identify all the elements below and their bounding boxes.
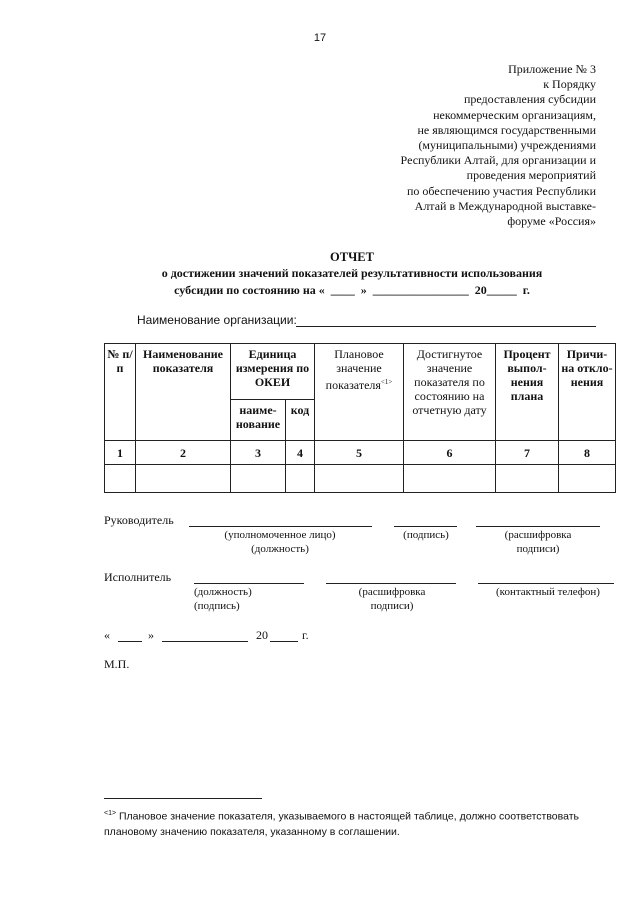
report-subtitle: о достижении значений показателей результативности использования (161, 266, 543, 280)
caption-line: (должность) (251, 543, 309, 555)
date-year-suffix: г. (302, 628, 309, 642)
appendix-header (360, 62, 596, 229)
appendix-line: предоставления субсидии (463, 92, 596, 107)
stamp-label: М.П. (104, 657, 130, 671)
table-cell[interactable] (286, 465, 315, 493)
column-number: 6 (404, 441, 496, 465)
column-number-row (105, 441, 616, 465)
caption-line: (расшифровка (504, 529, 572, 541)
date-quote-open: « (104, 628, 110, 642)
column-number: 2 (136, 441, 231, 465)
header-unit-name: наиме-нование (231, 400, 286, 441)
table-cell[interactable] (105, 465, 136, 493)
org-name-field[interactable] (296, 326, 596, 327)
column-number: 1 (105, 441, 136, 465)
date-year-field[interactable] (270, 641, 298, 642)
page-number: 17 (313, 32, 327, 44)
header-unit-code: код (286, 400, 315, 441)
footnote-text: Плановое значение показателя, указываемого в настоящей таблице, должно соответствовать плановому значению показателя, указанному в соглашении. (104, 810, 579, 838)
column-number: 8 (559, 441, 616, 465)
head-position-caption (205, 528, 355, 556)
executor-position-field[interactable] (194, 583, 304, 584)
header-num: № п/п (105, 344, 136, 441)
head-decryption-caption (483, 528, 593, 556)
header-unit: Единица измерения по ОКЕИ (231, 344, 315, 400)
executor-decryption-field[interactable] (326, 583, 456, 584)
report-title: ОТЧЕТ (330, 250, 374, 264)
caption-line: (уполномоченное лицо) (224, 529, 336, 541)
appendix-line: проведения мероприятий (466, 168, 596, 183)
executor-label: Исполнитель (104, 570, 172, 584)
column-number: 3 (231, 441, 286, 465)
table-cell[interactable] (404, 465, 496, 493)
footnote-ref: <1> (380, 378, 393, 386)
caption-line: подписи) (516, 543, 560, 555)
appendix-line: не являющимся государственными (417, 122, 596, 137)
executor-position-caption (194, 585, 264, 613)
date-quote-close: » (148, 628, 154, 642)
head-decryption-field[interactable] (476, 526, 600, 527)
footnote-separator (104, 798, 262, 799)
table-cell[interactable] (231, 465, 286, 493)
executor-phone-caption: (контактный телефон) (496, 586, 600, 598)
caption-line: (должность) (194, 586, 252, 598)
header-reason: Причи-на откло-нения (559, 344, 616, 441)
appendix-line: Республики Алтай, для организации и (400, 153, 596, 168)
table-cell[interactable] (559, 465, 616, 493)
head-signature-field[interactable] (394, 526, 457, 527)
appendix-line: (муниципальными) учреждениями (418, 138, 596, 153)
caption-line: подписи) (370, 600, 414, 612)
executor-decryption-caption (340, 585, 444, 613)
column-number: 5 (315, 441, 404, 465)
appendix-line: форуме «Россия» (507, 214, 596, 229)
head-label: Руководитель (104, 513, 174, 527)
head-signature-caption: (подпись) (403, 529, 449, 541)
date-year-prefix: 20 (256, 628, 268, 642)
column-number: 7 (496, 441, 559, 465)
header-percent: Процент выпол-нения плана (496, 344, 559, 441)
header-plan (315, 344, 404, 441)
appendix-line: некоммерческим организациям, (433, 107, 596, 122)
date-day-field[interactable] (118, 641, 142, 642)
header-name: Наименование показателя (136, 344, 231, 441)
indicators-table (104, 343, 616, 493)
appendix-line: Алтай в Международной выставке- (414, 198, 596, 213)
table-cell[interactable] (315, 465, 404, 493)
footnote (104, 806, 624, 840)
table-row (105, 465, 616, 493)
table-cell[interactable] (496, 465, 559, 493)
column-number: 4 (286, 441, 315, 465)
date-month-field[interactable] (162, 641, 248, 642)
caption-line: (расшифровка (358, 586, 426, 598)
executor-phone-field[interactable] (478, 583, 614, 584)
appendix-line: Приложение № 3 (508, 62, 596, 76)
org-label: Наименование организации: (137, 313, 297, 327)
appendix-line: к Порядку (543, 77, 596, 92)
appendix-line: по обеспечению участия Республики (406, 183, 596, 198)
header-plan-text: Плановое значение показателя (325, 347, 384, 392)
head-position-field[interactable] (189, 526, 372, 527)
caption-line: (подпись) (194, 600, 240, 612)
table-cell[interactable] (136, 465, 231, 493)
footnote-marker: <1> (104, 810, 117, 817)
report-date-line: субсидии по состоянию на « ____ » ________________ 20_____ г. (174, 283, 530, 297)
header-achieved: Достигнутое значение показателя по состоянию на отчетную дату (404, 344, 496, 441)
